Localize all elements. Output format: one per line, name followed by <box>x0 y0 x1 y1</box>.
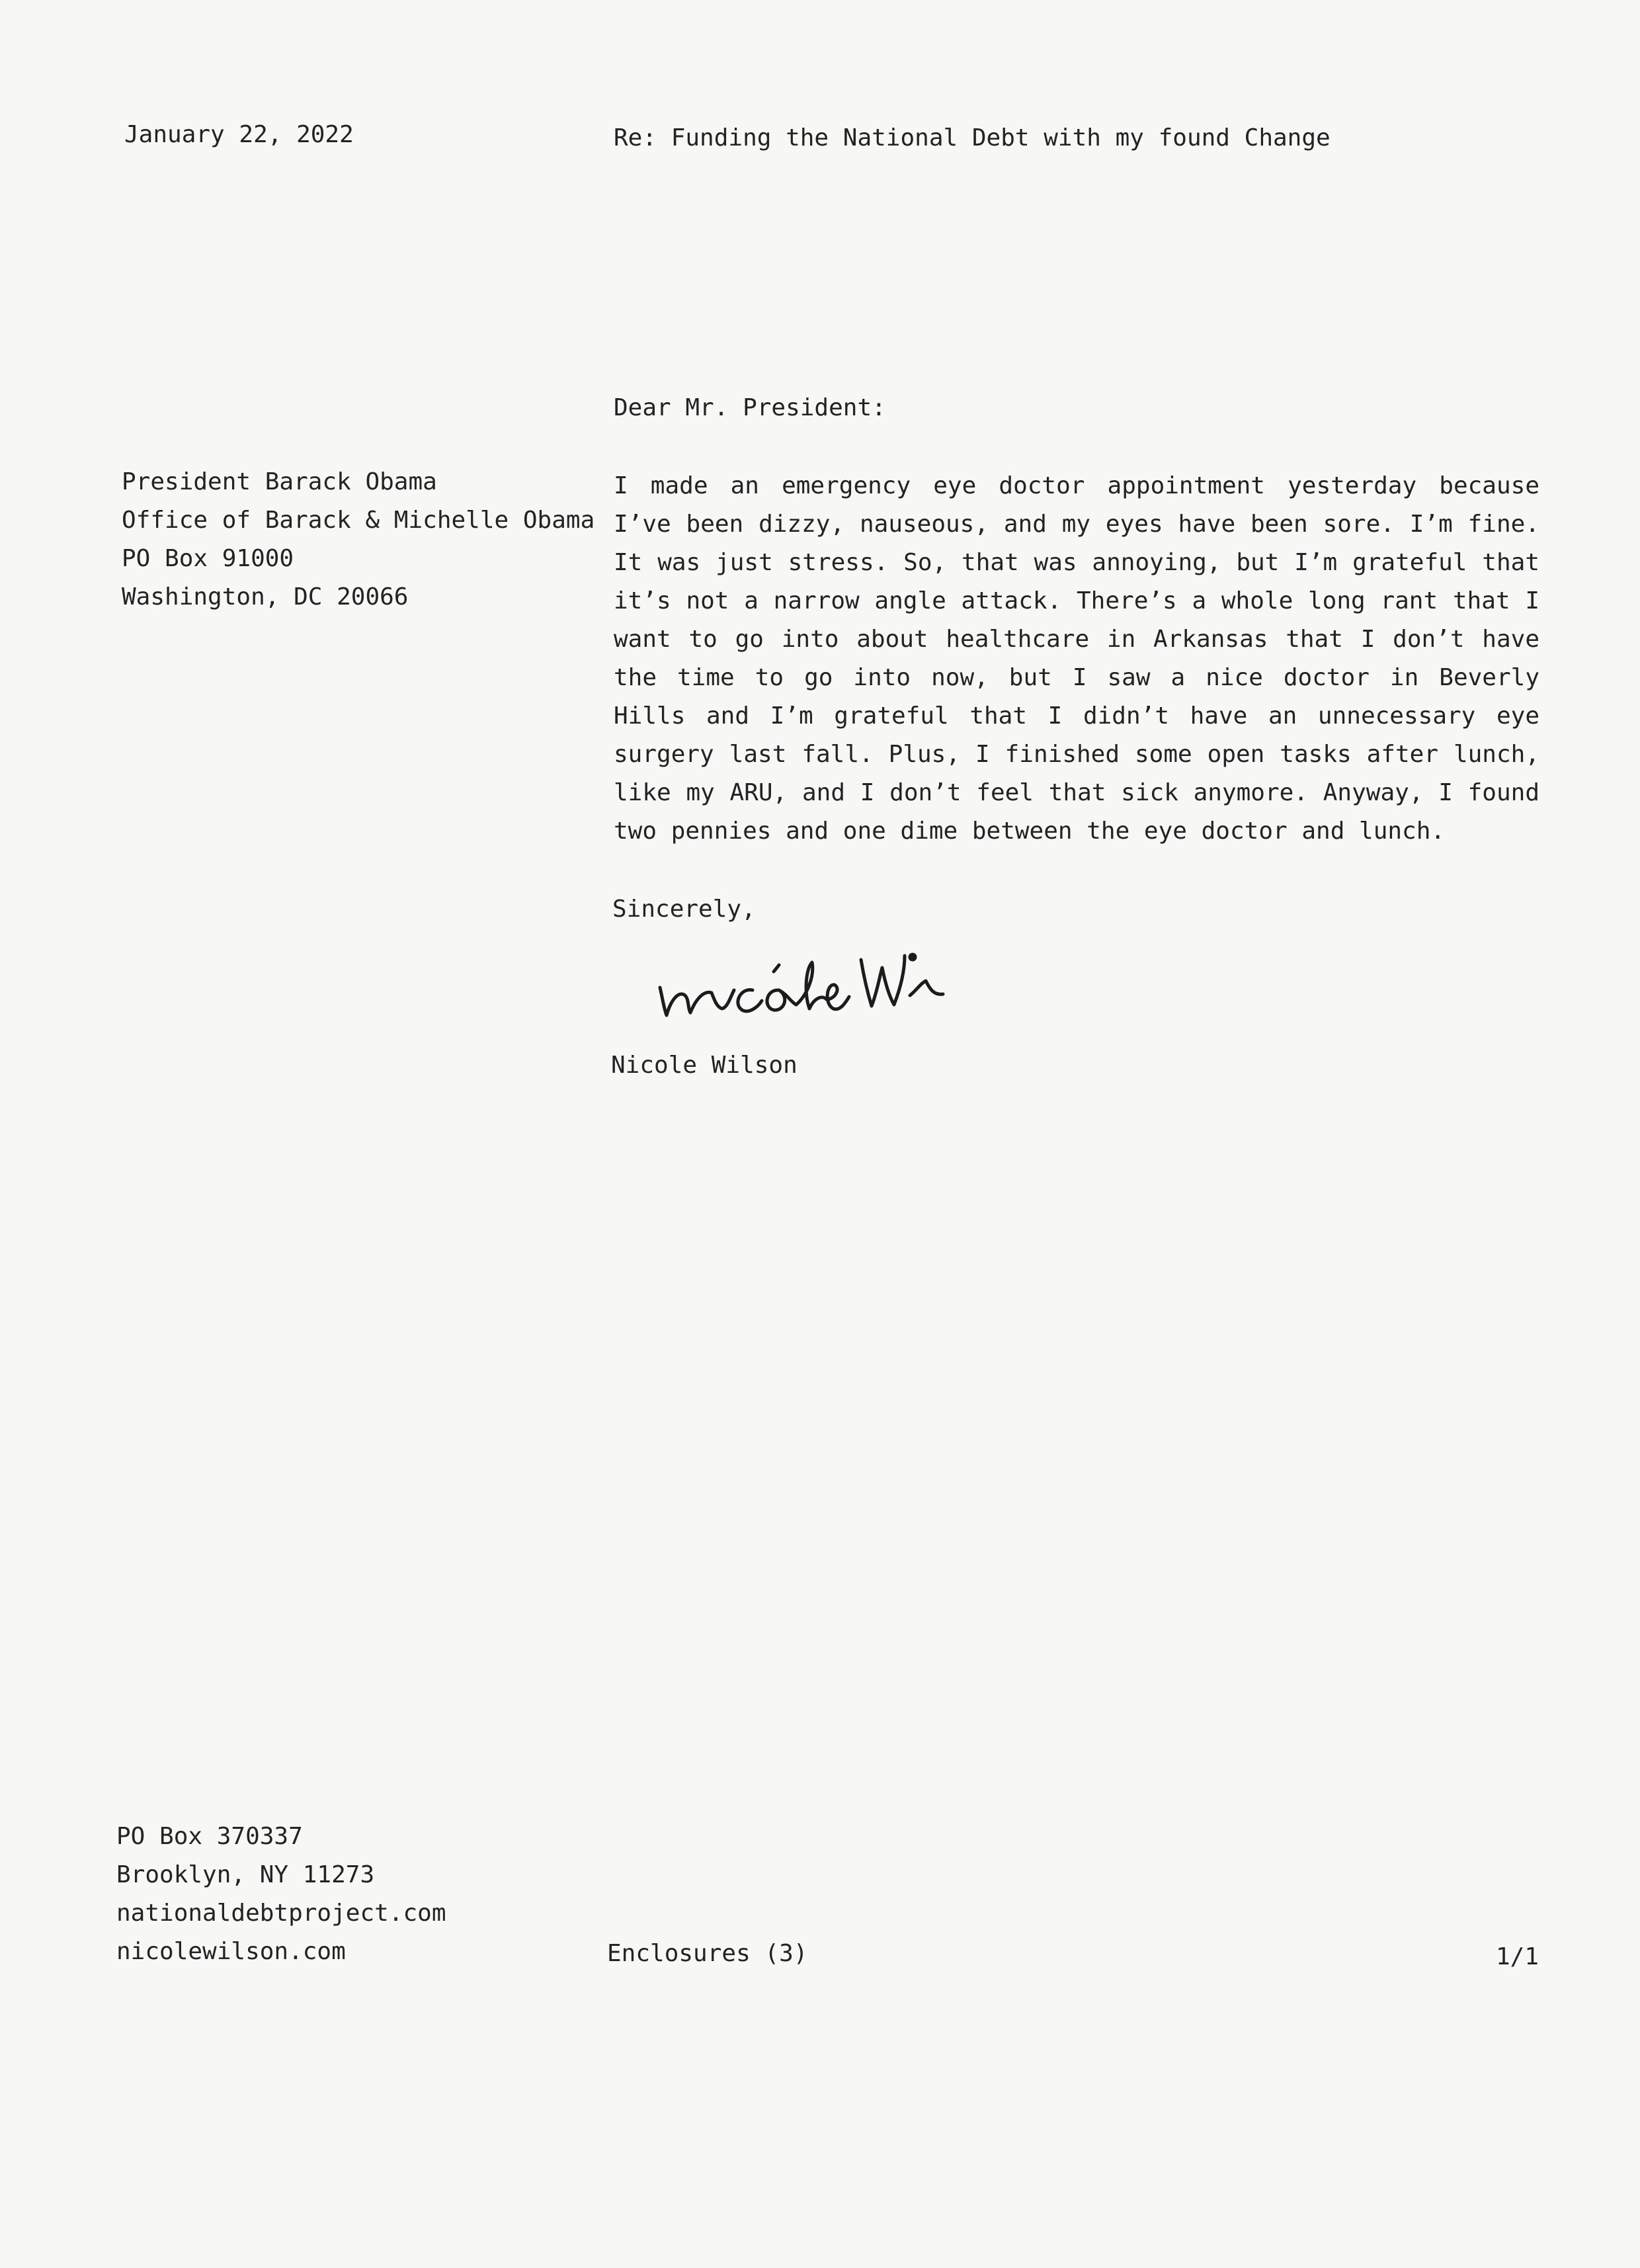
letter-body: I made an emergency eye doctor appointment yesterday because I’ve been dizzy, nauseous, and my eyes have been sore. I’m fine. It was just stress. So, that was annoying, but I’m grateful that it’s not a narrow angle attack. There’s a whole long rant that I want to go into about healthcare in Arkansas that I don’t have the time to go into now, but I saw a nice doctor in Beverly Hills and I’m grateful that I didn’t have an unnecessary eye surgery last fall. Plus, I finished some open tasks after lunch, like my ARU, and I don’t feel that sick anymore. Anyway, I found two pennies and one dime between the eye doctor and lunch. <box>614 472 1539 845</box>
recipient-po-box: PO Box 91000 <box>122 545 294 572</box>
sender-contact <box>116 1818 446 1971</box>
recipient-office: Office of Barack & Michelle Obama <box>122 507 595 534</box>
recipient-city: Washington, DC 20066 <box>122 583 409 610</box>
letter-date: January 22, 2022 <box>124 121 354 148</box>
handwritten-signature <box>648 916 992 1048</box>
sender-po-box: PO Box 370337 <box>116 1823 303 1850</box>
sender-city: Brooklyn, NY 11273 <box>116 1861 375 1888</box>
letter-subject: Re: Funding the National Debt with my found Change <box>614 124 1331 151</box>
recipient-address <box>122 463 594 616</box>
sender-website-2[interactable]: nicolewilson.com <box>116 1938 346 1965</box>
sender-website-1[interactable]: nationaldebtproject.com <box>116 1900 446 1927</box>
salutation: Dear Mr. President: <box>614 394 886 421</box>
closing: Sincerely, <box>612 896 756 923</box>
signer-name: Nicole Wilson <box>611 1052 798 1079</box>
page-number: 1/1 <box>1496 1943 1539 1970</box>
enclosures-note: Enclosures (3) <box>607 1940 808 1967</box>
recipient-name: President Barack Obama <box>122 468 437 495</box>
